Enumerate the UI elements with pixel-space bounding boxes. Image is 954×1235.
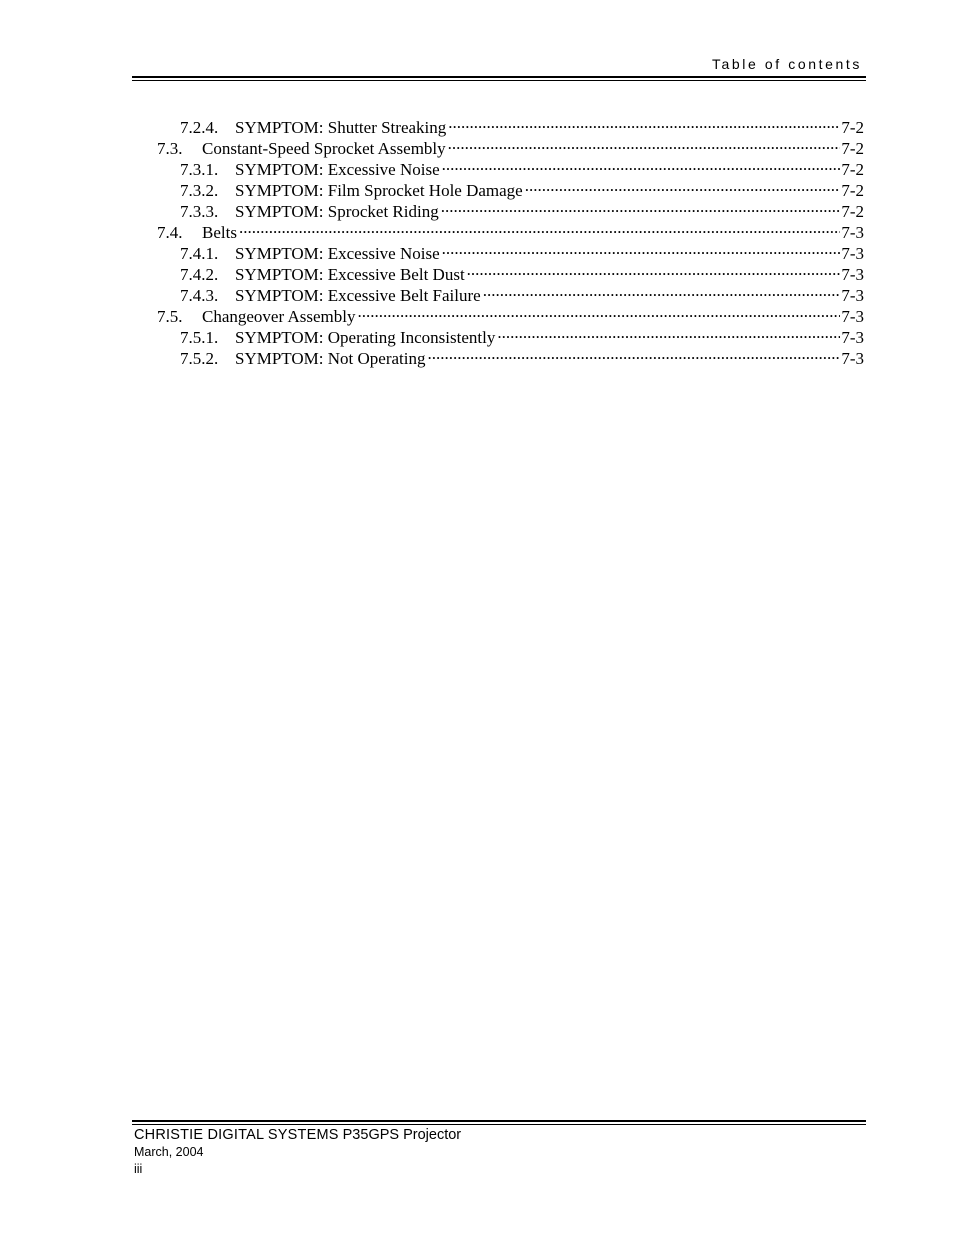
toc-entry-title: SYMPTOM: Shutter Streaking [235,118,447,137]
toc-entry[interactable] [180,322,864,347]
toc-dot-leader [467,259,841,280]
toc-entry-number: 7.5.1. [180,328,219,347]
toc-entry-title: SYMPTOM: Excessive Belt Failure [235,286,481,305]
toc-entry-title: SYMPTOM: Excessive Noise [235,244,440,263]
toc-entry-title: SYMPTOM: Excessive Belt Dust [235,265,465,284]
toc-entry-page: 7-3 [841,286,864,305]
toc-entry-title: Constant-Speed Sprocket Assembly [202,139,446,158]
toc-entry-number: 7.3.2. [180,181,219,200]
toc-dot-leader [427,343,840,364]
toc-entry[interactable] [180,175,864,200]
toc-entry-number: 7.4.2. [180,265,219,284]
toc-entry-title: SYMPTOM: Operating Inconsistently [235,328,496,347]
toc-entry-page: 7-2 [841,118,864,137]
toc-entry-number: 7.3.1. [180,160,219,179]
toc-entry-page: 7-3 [841,265,864,284]
header-title: Table of contents [711,56,862,72]
toc-dot-leader [497,322,840,343]
toc-entry[interactable] [180,196,864,221]
toc-entry-page: 7-2 [841,160,864,179]
toc-entry-number: 7.4.3. [180,286,219,305]
footer-brand-name: CHRISTIE DIGITAL SYSTEMS [134,1127,339,1143]
footer-rule-thin [132,1124,866,1125]
toc-dot-leader [483,280,841,301]
toc-entry-number: 7.4.1. [180,244,219,263]
toc-entry[interactable] [180,259,864,284]
footer-product-name: P35GPS Projector [338,1127,462,1143]
toc-dot-leader [442,154,841,175]
toc-entry-number: 7.3. [157,139,183,158]
toc-dot-leader [441,196,841,217]
toc-entry-number: 7.3.3. [180,202,219,221]
toc-dot-leader [239,217,840,238]
toc-dot-leader [525,175,841,196]
header-rule [132,76,866,78]
toc-entry-number: 7.5.2. [180,349,219,368]
toc-entry-number: 7.5. [157,307,183,326]
footer-rule [132,1120,866,1122]
toc-dot-leader [448,112,840,133]
toc-entry-page: 7-2 [841,181,864,200]
toc-entry[interactable] [180,112,864,137]
toc-entry-title: Changeover Assembly [202,307,356,326]
toc-dot-leader [357,301,840,322]
toc-dot-leader [442,238,841,259]
footer-date: March, 2004 [134,1145,204,1159]
toc-entry-title: SYMPTOM: Not Operating [235,349,426,368]
toc-entry-page: 7-3 [841,223,864,242]
header-rule-thin [132,80,866,81]
toc-entry-page: 7-2 [841,202,864,221]
toc-entry-title: SYMPTOM: Film Sprocket Hole Damage [235,181,523,200]
toc-entry[interactable] [180,154,864,179]
toc-entry[interactable] [180,238,864,263]
footer-page-number: iii [134,1162,143,1176]
toc-entry[interactable] [157,301,864,326]
footer-brand-line [134,1127,461,1143]
toc-entry[interactable] [157,133,864,158]
toc-entry-title: Belts [202,223,237,242]
toc-entry-title: SYMPTOM: Sprocket Riding [235,202,439,221]
toc-dot-leader [448,133,841,154]
toc-entry-number: 7.4. [157,223,183,242]
toc-entry-page: 7-3 [841,349,864,368]
toc-entry[interactable] [180,280,864,305]
toc-entry-page: 7-2 [841,139,864,158]
toc-entry-page: 7-3 [841,244,864,263]
toc-entry-page: 7-3 [841,328,864,347]
toc-entry-page: 7-3 [841,307,864,326]
toc-entry[interactable] [157,217,864,242]
toc-entry-number: 7.2.4. [180,118,219,137]
toc-entry-title: SYMPTOM: Excessive Noise [235,160,440,179]
toc-entry[interactable] [180,343,864,368]
